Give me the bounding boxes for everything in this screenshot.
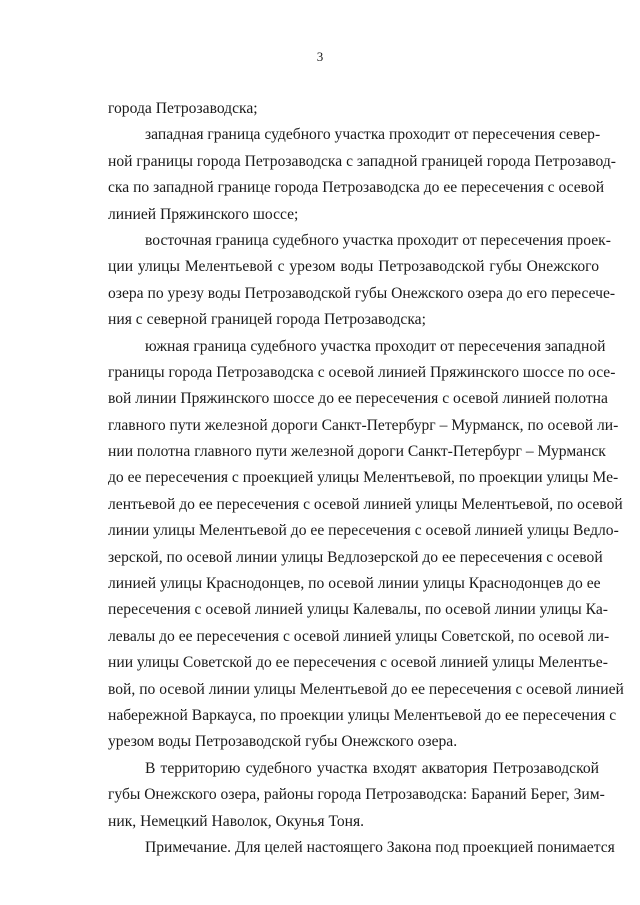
text-line: линией Пряжинского шоссе; [108, 205, 299, 223]
text-line: линии улицы Мелентьевой до ее пересечения с осевой линией улицы Ведло- [108, 522, 619, 540]
text-line: нии полотна главного пути железной дороги Санкт-Петербург – Мурманск [108, 443, 606, 461]
text-line: озера по урезу воды Петрозаводской губы Онежского озера до его пересече- [108, 284, 616, 302]
text-line: левалы до ее пересечения с осевой линией улицы Советской, по осевой ли- [108, 627, 610, 645]
text-line: границы города Петрозаводска с осевой линией Пряжинского шоссе по осе- [108, 363, 616, 381]
text-line: ции улицы Мелентьевой с урезом воды Петрозаводской губы Онежского [108, 258, 599, 276]
text-line: лентьевой до ее пересечения с осевой линией улицы Мелентьевой, по осевой [108, 495, 623, 513]
text-line: ска по западной границе города Петрозаводска до ее пересечения с осевой [108, 179, 605, 197]
text-line: нии улицы Советской до ее пересечения с осевой линией улицы Мелентье- [108, 654, 608, 672]
text-line: пересечения с осевой линией улицы Калевалы, по осевой линии улицы Ка- [108, 601, 608, 619]
paragraph [108, 756, 605, 835]
text-line: до ее пересечения с проекцией улицы Мелентьевой, по проекции улицы Ме- [108, 469, 619, 487]
text-line: зерской, по осевой линии улицы Ведлозерской до ее пересечения с осевой [108, 548, 603, 566]
text-line: вой линии Пряжинского шоссе до ее пересечения с осевой линией полотна [108, 390, 608, 408]
text-line: ния с северной границей города Петрозаводска; [108, 311, 426, 329]
text-line: губы Онежского озера, районы города Петрозаводска: Бараний Берег, Зим- [108, 786, 605, 804]
text-line: набережной Варкауса, по проекции улицы Мелентьевой до ее пересечения с [108, 706, 617, 724]
text-line: западная граница судебного участка проходит от пересечения север- [145, 126, 601, 144]
text-line: урезом воды Петрозаводской губы Онежского озера. [108, 733, 458, 751]
text-line: ник, Немецкий Наволок, Окунья Тоня. [108, 812, 365, 830]
text-line: главного пути железной дороги Санкт-Петербург – Мурманск, по осевой ли- [108, 416, 619, 434]
text-line: ной границы города Петрозаводска с западной границей города Петрозавод- [108, 152, 616, 170]
text-line: вой, по осевой линии улицы Мелентьевой до ее пересечения с осевой линией [108, 680, 624, 698]
document-body [108, 96, 624, 861]
text-line: южная граница судебного участка проходит от пересечения западной [145, 337, 606, 355]
page-number: 3 [316, 49, 324, 64]
paragraph [108, 122, 616, 228]
text-line: В территорию судебного участка входят акватория Петрозаводской [145, 759, 599, 777]
text-line: восточная граница судебного участка проходит от пересечения проек- [145, 231, 611, 249]
text-line: города Петрозаводска; [108, 100, 258, 117]
text-line: линией улицы Краснодонцев, по осевой линии улицы Краснодонцев до ее [108, 575, 601, 593]
paragraph [108, 228, 616, 334]
paragraph [108, 334, 624, 756]
paragraph [108, 835, 615, 861]
text-line: Примечание. Для целей настоящего Закона под проекцией понимается [145, 838, 615, 856]
paragraph [108, 96, 599, 122]
